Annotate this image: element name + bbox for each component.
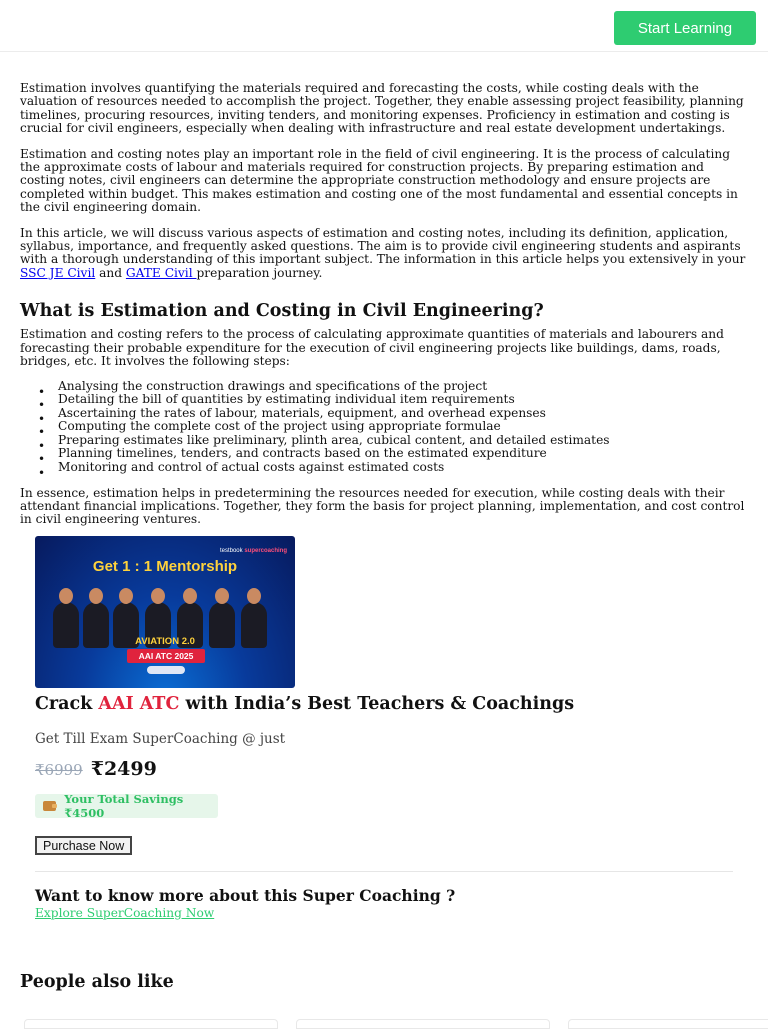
intro-paragraph-3: [20, 227, 750, 281]
related-card[interactable]: [568, 1019, 768, 1029]
banner-exam-badge: AAI ATC 2025: [127, 649, 205, 663]
savings-badge: [35, 794, 218, 818]
airplane-icon: [147, 666, 185, 674]
intro-paragraph-2: Estimation and costing notes play an important role in the field of civil engineering. It is the process of calculating the approximate costs of labour and materials required for construction projects. By preparing estimation and costing notes, civil engineers can determine the appropriate construction methodology and ensure projects are completed within budget. This makes estimation and costing one of the most fundamental and essential concepts in the civil engineering domain.: [20, 146, 738, 215]
list-item: • Detailing the bill of quantities by estimating individual item requirements: [58, 393, 750, 407]
wallet-icon: [43, 801, 56, 811]
know-more-heading: Want to know more about this Super Coaching ?: [35, 886, 456, 905]
section-summary: In essence, estimation helps in predetermining the resources needed for execution, while costing deals with their attendant financial implications. Together, they form the basis for project planning, implementation, and cost control in civil engineering ventures.: [20, 485, 745, 527]
intro-paragraph-3-and: and: [95, 265, 126, 280]
promo-title-exam: AAI ATC: [98, 694, 180, 714]
people-also-like-heading: People also like: [20, 972, 174, 992]
banner-brand-name: supercoaching: [244, 548, 287, 554]
banner-brand: [220, 548, 287, 554]
list-item: • Preparing estimates like preliminary, plinth area, cubical content, and detailed estimates: [58, 434, 750, 448]
section-heading: What is Estimation and Costing in Civil Engineering?: [20, 301, 544, 322]
start-learning-button[interactable]: Start Learning: [614, 11, 756, 45]
top-bar: [0, 0, 768, 52]
list-item: • Ascertaining the rates of labour, materials, equipment, and overhead expenses: [58, 407, 750, 421]
article-body: [20, 82, 750, 527]
supercoaching-promo: [35, 536, 735, 920]
list-item: • Monitoring and control of actual costs against estimated costs: [58, 461, 750, 475]
related-card[interactable]: [296, 1019, 550, 1029]
related-card[interactable]: [24, 1019, 278, 1029]
section-lead: Estimation and costing refers to the process of calculating approximate quantities of materials and labourers and forecasting their probable expenditure for the execution of civil engineering projects like buildings, dams, roads, bridges, etc. It involves the following steps:: [20, 327, 724, 369]
related-cards: [20, 1019, 768, 1024]
purchase-now-button[interactable]: Purchase Now: [35, 836, 132, 855]
list-item: • Planning timelines, tenders, and contracts based on the estimated expenditure: [58, 447, 750, 461]
intro-paragraph-3-text: In this article, we will discuss various aspects of estimation and costing notes, including its definition, application, syllabus, importance, and frequently asked questions. The aim is to provide civil engineering students and aspirants with a thorough understanding of this important subject. The information in this article helps you extensively in your: [20, 225, 746, 267]
offer-price: ₹2499: [90, 758, 157, 780]
list-item: • Computing the complete cost of the project using appropriate formulae: [58, 420, 750, 434]
gate-civil-link[interactable]: GATE Civil: [125, 265, 197, 280]
explore-supercoaching-link[interactable]: Explore SuperCoaching Now: [35, 906, 215, 920]
promo-title: [35, 692, 735, 716]
original-price: ₹6999: [35, 761, 83, 779]
banner-edition: AVIATION 2.0: [135, 636, 195, 647]
banner-headline: Get 1 : 1 Mentorship: [92, 558, 238, 575]
savings-text: Your Total Savings ₹4500: [64, 792, 184, 820]
banner-brand-prefix: testbook: [219, 548, 243, 554]
steps-list: [20, 380, 750, 475]
ssc-je-civil-link[interactable]: SSC JE Civil: [20, 265, 96, 280]
intro-paragraph-1: Estimation involves quantifying the materials required and forecasting the costs, while costing deals with the valuation of resources needed to accomplish the project. Together, they enable assessing project feasibility, planning timelines, procuring resources, inviting tenders, and monitoring expenses. Proficiency in estimation and costing is crucial for civil engineers, especially when dealing with infrastructure and real estate development undertakings.: [20, 81, 744, 136]
promo-subtitle: Get Till Exam SuperCoaching @ just: [35, 731, 286, 747]
divider: [35, 871, 733, 872]
promo-title-suffix: with India’s Best Teachers & Coachings: [179, 694, 575, 714]
mentorship-banner-image[interactable]: [35, 536, 295, 688]
price-row: [35, 758, 735, 780]
list-item: • Analysing the construction drawings and specifications of the project: [58, 380, 750, 394]
intro-paragraph-3-end: preparation journey.: [196, 265, 323, 280]
promo-title-prefix: Crack: [35, 694, 99, 714]
